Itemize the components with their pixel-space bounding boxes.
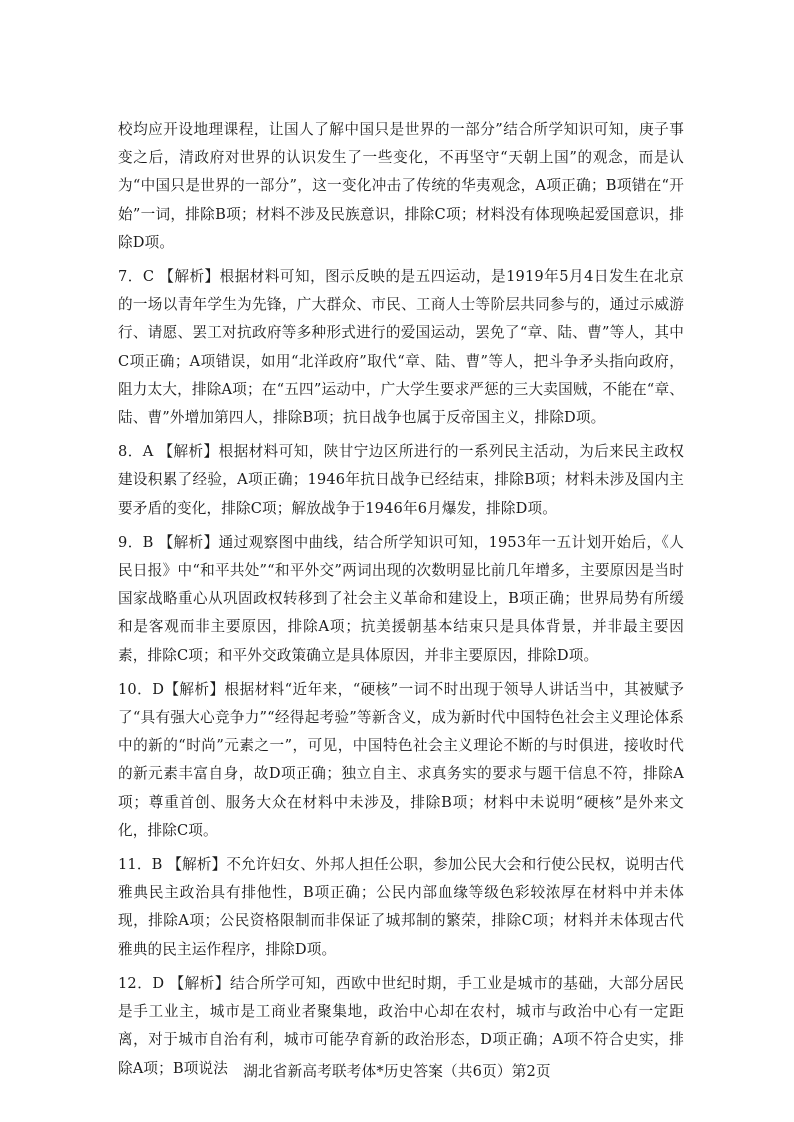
answer-12: 12．D 【解析】结合所学可知，西欧中世纪时期，手工业是城市的基础，大部分居民是手工业主，城市是工商业者聚集地，政治中心却在农村，城市与政治中心有一定距离，对于城市自治有利，城市可能孕育新的政治形态，D项正确；A项不符合史实，排除A项；B项说法 — [118, 974, 684, 1077]
answer-body — [118, 116, 684, 1089]
paragraph-continuation: 校均应开设地理课程，让国人了解中国只是世界的一部分”结合所学知识可知，庚子事变之后，清政府对世界的认识发生了一些变化，不再坚守“天朝上国”的观念，而是认为“中国只是世界的一部分”，这一变化冲击了传统的华夷观念，A项正确；B项错在“开始”一词，排除B项；材料不涉及民族意识，排除C项；材料没有体现唤起爱国意识，排除D项。 — [118, 121, 684, 251]
answer-11: 11．B 【解析】不允许妇女、外邦人担任公职，参加公民大会和行使公民权，说明古代雅典民主政治具有排他性，B项正确；公民内部血缘等级色彩较浓厚在材料中并未体现，排除A项；公民资格限制而非保证了城邦制的繁荣，排除C项；材料并未体现古代雅典的民主运作程序，排除D项。 — [118, 856, 684, 958]
answer-9: 9．B 【解析】通过观察图中曲线，结合所学知识可知，1953年一五计划开始后，《人民日报》中“和平共处”“和平外交”两词出现的次数明显比前几年增多，主要原因是当时国家战略重心从巩固政权转移到了社会主义革命和建设上，B项正确；世界局势有所缓和是客观而非主要原因，排除A项；抗美援朝基本结束只是具体背景，并非最主要因素，排除C项；和平外交政策确立是具体原因，并非主要原因，排除D项。 — [118, 533, 684, 664]
answer-10: 10．D【解析】根据材料“近年来，“硬核”一词不时出现于领导人讲话当中，其被赋予了“具有强大心竞争力”“经得起考验”等新含义，成为新时代中国特色社会主义理论体系中的新的“时尚”元素之一”，可见，中国特色社会主义理论不断的与时俱进，接收时代的新元素丰富自身，故D项正确；独立自主、求真务实的要求与题干信息不符，排除A项；尊重首创、服务大众在材料中未涉及，排除B项；材料中未说明“硬核”是外来文化，排除C项。 — [118, 680, 684, 839]
page-footer: 湖北省新高考联考体*历史答案（共6页）第2页 — [243, 1063, 551, 1080]
answer-8: 8．A 【解析】根据材料可知，陕甘宁边区所进行的一系列民主活动，为后来民主政权建设积累了经验，A项正确；1946年抗日战争已经结束，排除B项；材料未涉及国内主要矛盾的变化，排除C项；解放战争于1946年6月爆发，排除D项。 — [118, 443, 684, 517]
answer-7: 7．C 【解析】根据材料可知，图示反映的是五四运动，是1919年5月4日发生在北京的一场以青年学生为先锋，广大群众、市民、工商人士等阶层共同参与的，通过示威游行、请愿、罢工对抗政府等多种形式进行的爱国运动，罢免了“章、陆、曹”等人，其中C项正确；A项错误，如用“北洋政府”取代“章、陆、曹”等人，把斗争矛头指向政府，阻力太大，排除A项；在“五四”运动中，广大学生要求严惩的三大卖国贼，不能在“章、陆、曹”外增加第四人，排除B项；抗日战争也属于反帝国主义，排除D项。 — [118, 268, 684, 427]
